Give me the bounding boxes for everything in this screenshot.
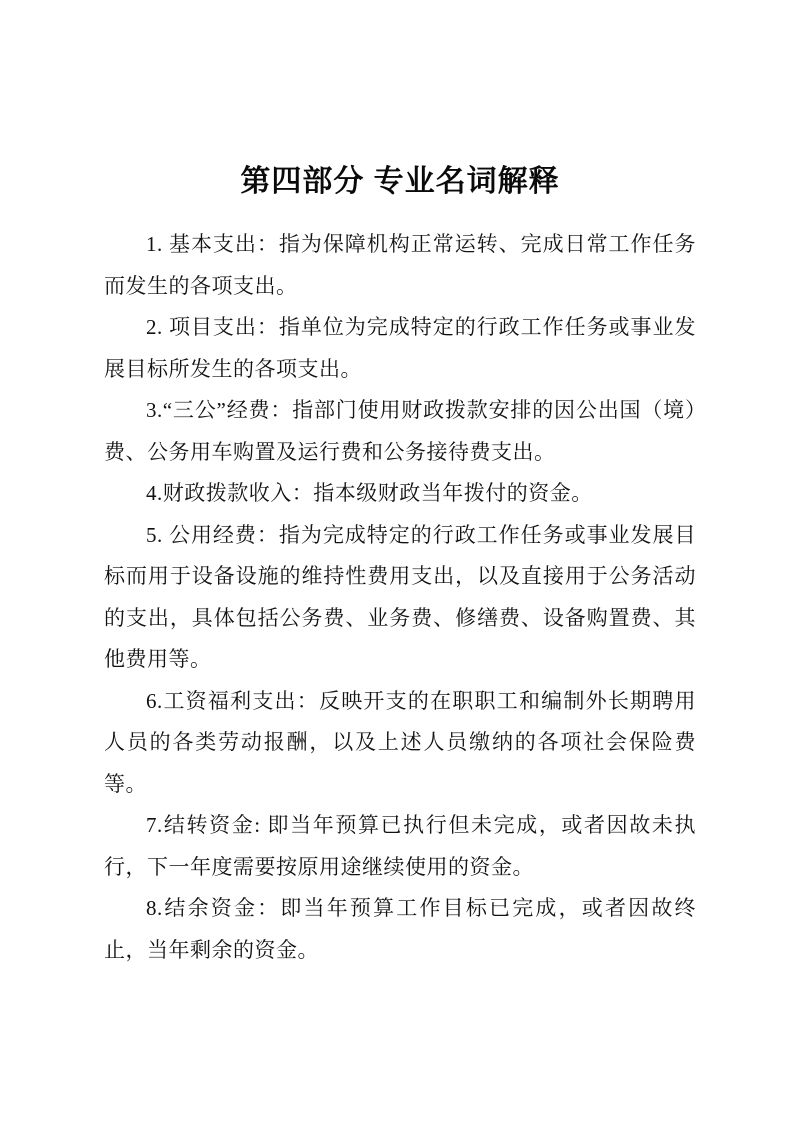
definition-paragraph-public-funds: 5. 公用经费：指为完成特定的行政工作任务或事业发展目标而用于设备设施的维持性费用支出，以及直接用于公务活动的支出，具体包括公务费、业务费、修缮费、设备购置费、其他费用等。: [104, 522, 696, 671]
definition-paragraph-fiscal-appropriation-income: 4.财政拨款收入：指本级财政当年拨付的资金。: [146, 481, 593, 505]
definition-paragraph-surplus-funds: 8.结余资金：即当年预算工作目标已完成，或者因故终止，当年剩余的资金。: [104, 896, 696, 962]
definition-paragraph-three-public-funds: 3.“三公”经费：指部门使用财政拨款安排的因公出国（境）费、公务用车购置及运行费和公务接待费支出。: [104, 398, 696, 464]
definition-paragraph-project-expenditure: 2. 项目支出：指单位为完成特定的行政工作任务或事业发展目标所发生的各项支出。: [104, 315, 696, 381]
document-title: 第四部分 专业名词解释: [240, 165, 560, 198]
definition-paragraph-carryover-funds: 7.结转资金: 即当年预算已执行但未完成，或者因故未执行，下一年度需要按原用途继续使用的资金。: [104, 813, 696, 879]
definition-paragraph-basic-expenditure: 1. 基本支出：指为保障机构正常运转、完成日常工作任务而发生的各项支出。: [104, 232, 696, 298]
definition-paragraph-wage-welfare-expenditure: 6.工资福利支出：反映开支的在职职工和编制外长期聘用人员的各类劳动报酬，以及上述人员缴纳的各项社会保险费等。: [104, 688, 696, 796]
